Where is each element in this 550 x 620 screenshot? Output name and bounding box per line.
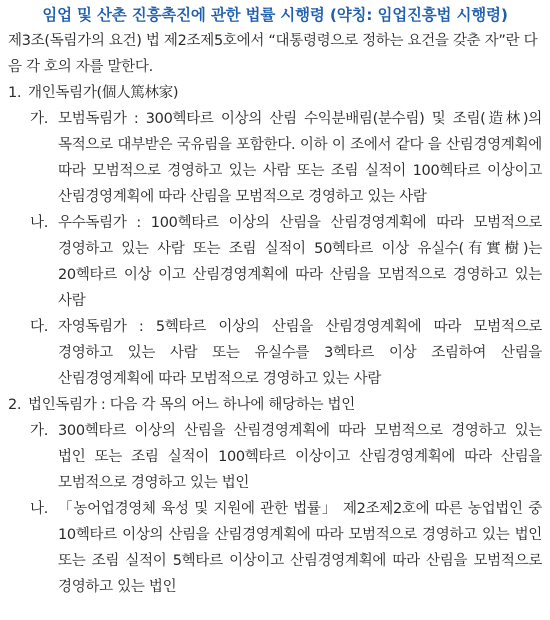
item-number: 2. (8, 397, 22, 413)
sub-item (8, 496, 542, 600)
sub-item-text: 모범독림가 : 300헥타르 이상의 산림 수익분배림(분수림) 및 조림(造林)의 목적으로 대부받은 국유림을 포함한다. 이하 이 조에서 같다 을 산림경영계획에 따라 모범적으로 경영하고 있는 사람 또는 조림 실적이 100헥타르 이상이고 산림경영계획에 따라 산림을 모범적으로 경영하고 있는 사람 (58, 111, 542, 205)
sub-item (8, 106, 542, 210)
sub-item-text: 자영독림가 : 5헥타르 이상의 산림을 산림경영계획에 따라 모범적으로 경영하고 있는 사람 또는 유실수를 3헥타르 이상 조림하여 산림을 산림경영계획에 따라 모범적으로 경영하고 있는 사람 (58, 319, 542, 387)
sub-item-mark: 가. (30, 423, 49, 439)
item-heading: 개인독림가(個人篤林家) (28, 85, 179, 101)
item-corporate (8, 392, 542, 600)
sub-item (8, 210, 542, 314)
item-heading-row (8, 392, 542, 418)
sub-item (8, 314, 542, 392)
sub-item-mark: 가. (30, 111, 49, 127)
item-heading: 법인독림가 : 다음 각 목의 어느 하나에 해당하는 법인 (28, 397, 355, 413)
sub-item (8, 418, 542, 496)
sub-item-mark: 다. (30, 319, 49, 335)
sub-item-text: 300헥타르 이상의 산림을 산림경영계획에 따라 모범적으로 경영하고 있는 법인 또는 조림 실적이 100헥타르 이상이고 산림경영계획에 따라 산림을 모범적으로 경영하고 있는 법인 (58, 423, 542, 491)
sub-item-text: 「농어업경영체 육성 및 지원에 관한 법률」 제2조제2호에 따른 농업법인 중 10헥타르 이상의 산림을 산림경영계획에 따라 모범적으로 경영하고 있는 법인 또는 조림 실적이 5헥타르 이상이고 산림경영계획에 따라 산림을 모범적으로 경영하고 있는 법인 (58, 501, 542, 595)
sub-item-mark: 나. (30, 501, 49, 517)
document-title: 임업 및 산촌 진흥촉진에 관한 법률 시행령 (약칭: 임업진흥법 시행령) (42, 6, 508, 24)
item-number: 1. (8, 85, 22, 101)
item-heading-row (8, 80, 542, 106)
sub-item-text: 우수독림가 : 100헥타르 이상의 산림을 산림경영계획에 따라 모범적으로 경영하고 있는 사람 또는 조림 실적이 50헥타르 이상 유실수(有實樹)는 20헥타르 이상 이고 산림경영계획에 따라 산림을 모범적으로 경영하고 있는 사람 (58, 215, 542, 309)
item-individual (8, 80, 542, 392)
sub-item-mark: 나. (30, 215, 49, 231)
article-intro: 제3조(독림가의 요건) 법 제2조제5호에서 “대통령령으로 정하는 요건을 갖춘 자”란 다음 각 호의 자를 말한다. (8, 33, 538, 75)
